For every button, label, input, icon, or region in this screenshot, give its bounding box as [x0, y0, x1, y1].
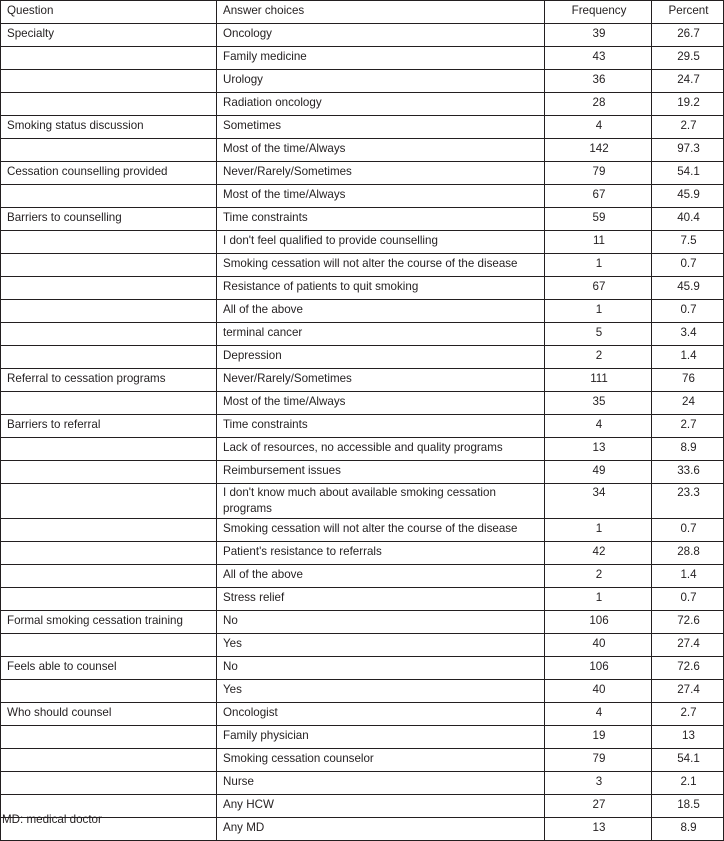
question-cell: [1, 680, 217, 703]
percent-cell: 45.9: [652, 277, 724, 300]
answer-cell: Resistance of patients to quit smoking: [217, 277, 545, 300]
answer-cell: Stress relief: [217, 588, 545, 611]
table-row: [1, 438, 724, 461]
percent-cell: 0.7: [652, 519, 724, 542]
question-cell: [1, 542, 217, 565]
table-row: [1, 231, 724, 254]
frequency-cell: 19: [545, 726, 652, 749]
frequency-cell: 59: [545, 208, 652, 231]
frequency-cell: 5: [545, 323, 652, 346]
percent-cell: 27.4: [652, 634, 724, 657]
question-cell: [1, 749, 217, 772]
percent-cell: 76: [652, 369, 724, 392]
question-cell: [1, 726, 217, 749]
answer-cell: Smoking cessation will not alter the course of the disease: [217, 254, 545, 277]
frequency-cell: 4: [545, 415, 652, 438]
answer-cell: Sometimes: [217, 116, 545, 139]
question-cell: [1, 93, 217, 116]
answer-cell: Yes: [217, 634, 545, 657]
percent-cell: 54.1: [652, 749, 724, 772]
percent-cell: 8.9: [652, 438, 724, 461]
question-cell: [1, 139, 217, 162]
percent-cell: 2.1: [652, 772, 724, 795]
frequency-cell: 13: [545, 818, 652, 841]
frequency-cell: 4: [545, 116, 652, 139]
answer-cell: Most of the time/Always: [217, 185, 545, 208]
answer-cell: Most of the time/Always: [217, 392, 545, 415]
percent-cell: 18.5: [652, 795, 724, 818]
answer-cell: Oncology: [217, 24, 545, 47]
answer-cell: Reimbursement issues: [217, 461, 545, 484]
percent-cell: 40.4: [652, 208, 724, 231]
percent-cell: 1.4: [652, 565, 724, 588]
percent-cell: 45.9: [652, 185, 724, 208]
answer-cell: All of the above: [217, 565, 545, 588]
question-cell: [1, 461, 217, 484]
table-row: [1, 369, 724, 392]
header-frequency: Frequency: [545, 1, 652, 24]
question-cell: [1, 588, 217, 611]
frequency-cell: 1: [545, 300, 652, 323]
table-row: [1, 24, 724, 47]
answer-cell: Never/Rarely/Sometimes: [217, 369, 545, 392]
frequency-cell: 35: [545, 392, 652, 415]
percent-cell: 54.1: [652, 162, 724, 185]
table-header-row: [1, 1, 724, 24]
frequency-cell: 13: [545, 438, 652, 461]
percent-cell: 26.7: [652, 24, 724, 47]
question-cell: [1, 254, 217, 277]
answer-cell: All of the above: [217, 300, 545, 323]
frequency-cell: 42: [545, 542, 652, 565]
frequency-cell: 2: [545, 346, 652, 369]
answer-cell: Lack of resources, no accessible and quality programs: [217, 438, 545, 461]
answer-cell: Time constraints: [217, 415, 545, 438]
frequency-cell: 1: [545, 588, 652, 611]
answer-cell: Any MD: [217, 818, 545, 841]
frequency-cell: 39: [545, 24, 652, 47]
frequency-cell: 142: [545, 139, 652, 162]
percent-cell: 33.6: [652, 461, 724, 484]
frequency-cell: 106: [545, 657, 652, 680]
answer-cell: Smoking cessation counselor: [217, 749, 545, 772]
table-row: [1, 139, 724, 162]
question-cell: [1, 323, 217, 346]
percent-cell: 72.6: [652, 657, 724, 680]
table-row: [1, 93, 724, 116]
table-body: [1, 24, 724, 841]
frequency-cell: 111: [545, 369, 652, 392]
question-cell: Cessation counselling provided: [1, 162, 217, 185]
frequency-cell: 4: [545, 703, 652, 726]
answer-cell: Any HCW: [217, 795, 545, 818]
frequency-cell: 11: [545, 231, 652, 254]
question-cell: [1, 231, 217, 254]
header-answer-choices: Answer choices: [217, 1, 545, 24]
table-row: [1, 680, 724, 703]
table-row: [1, 818, 724, 841]
frequency-cell: 36: [545, 70, 652, 93]
frequency-cell: 67: [545, 185, 652, 208]
answer-cell: Smoking cessation will not alter the course of the disease: [217, 519, 545, 542]
answer-cell: Urology: [217, 70, 545, 93]
question-cell: [1, 565, 217, 588]
percent-cell: 3.4: [652, 323, 724, 346]
percent-cell: 7.5: [652, 231, 724, 254]
table-row: [1, 392, 724, 415]
table-row: [1, 565, 724, 588]
table-row: [1, 277, 724, 300]
answer-cell: Patient's resistance to referrals: [217, 542, 545, 565]
frequency-cell: 2: [545, 565, 652, 588]
table-row: [1, 346, 724, 369]
question-cell: [1, 484, 217, 519]
frequency-cell: 34: [545, 484, 652, 519]
question-cell: Feels able to counsel: [1, 657, 217, 680]
question-cell: Who should counsel: [1, 703, 217, 726]
table-row: [1, 323, 724, 346]
question-cell: Referral to cessation programs: [1, 369, 217, 392]
table-row: [1, 726, 724, 749]
table-row: [1, 461, 724, 484]
answer-cell: Family physician: [217, 726, 545, 749]
percent-cell: 2.7: [652, 415, 724, 438]
table-row: [1, 116, 724, 139]
answer-cell: Yes: [217, 680, 545, 703]
frequency-cell: 49: [545, 461, 652, 484]
answer-cell: terminal cancer: [217, 323, 545, 346]
frequency-cell: 1: [545, 519, 652, 542]
question-cell: [1, 634, 217, 657]
question-cell: [1, 70, 217, 93]
question-cell: Barriers to counselling: [1, 208, 217, 231]
table-row: [1, 519, 724, 542]
table-row: [1, 484, 724, 519]
percent-cell: 2.7: [652, 116, 724, 139]
frequency-cell: 27: [545, 795, 652, 818]
frequency-cell: 1: [545, 254, 652, 277]
table-row: [1, 772, 724, 795]
question-cell: [1, 185, 217, 208]
table-row: [1, 162, 724, 185]
answer-cell: Family medicine: [217, 47, 545, 70]
answer-cell: Nurse: [217, 772, 545, 795]
header-question: Question: [1, 1, 217, 24]
table-row: [1, 657, 724, 680]
answer-cell: I don't feel qualified to provide counselling: [217, 231, 545, 254]
question-cell: [1, 346, 217, 369]
question-cell: [1, 519, 217, 542]
percent-cell: 13: [652, 726, 724, 749]
frequency-cell: 3: [545, 772, 652, 795]
question-cell: Smoking status discussion: [1, 116, 217, 139]
percent-cell: 8.9: [652, 818, 724, 841]
question-cell: [1, 392, 217, 415]
question-cell: [1, 47, 217, 70]
frequency-cell: 43: [545, 47, 652, 70]
percent-cell: 97.3: [652, 139, 724, 162]
frequency-cell: 28: [545, 93, 652, 116]
table-row: [1, 47, 724, 70]
table-row: [1, 611, 724, 634]
answer-cell: Radiation oncology: [217, 93, 545, 116]
percent-cell: 24.7: [652, 70, 724, 93]
header-percent: Percent: [652, 1, 724, 24]
percent-cell: 28.8: [652, 542, 724, 565]
percent-cell: 29.5: [652, 47, 724, 70]
answer-cell: No: [217, 657, 545, 680]
question-cell: [1, 300, 217, 323]
table-row: [1, 415, 724, 438]
table-row: [1, 749, 724, 772]
percent-cell: 27.4: [652, 680, 724, 703]
answer-cell: Time constraints: [217, 208, 545, 231]
question-cell: [1, 772, 217, 795]
table-row: [1, 795, 724, 818]
answer-cell: I don't know much about available smoking cessation programs: [217, 484, 545, 519]
table-row: [1, 588, 724, 611]
answer-cell: Most of the time/Always: [217, 139, 545, 162]
table-row: [1, 70, 724, 93]
table-row: [1, 703, 724, 726]
percent-cell: 23.3: [652, 484, 724, 519]
table-row: [1, 300, 724, 323]
answer-cell: Never/Rarely/Sometimes: [217, 162, 545, 185]
percent-cell: 2.7: [652, 703, 724, 726]
frequency-cell: 79: [545, 162, 652, 185]
question-cell: Barriers to referral: [1, 415, 217, 438]
percent-cell: 24: [652, 392, 724, 415]
question-cell: [1, 277, 217, 300]
table-row: [1, 254, 724, 277]
percent-cell: 0.7: [652, 588, 724, 611]
percent-cell: 1.4: [652, 346, 724, 369]
answer-cell: No: [217, 611, 545, 634]
table-footnote: MD: medical doctor: [2, 813, 102, 826]
table-row: [1, 634, 724, 657]
percent-cell: 0.7: [652, 254, 724, 277]
percent-cell: 72.6: [652, 611, 724, 634]
percent-cell: 0.7: [652, 300, 724, 323]
percent-cell: 19.2: [652, 93, 724, 116]
table-row: [1, 542, 724, 565]
table-row: [1, 185, 724, 208]
answer-cell: Depression: [217, 346, 545, 369]
table-row: [1, 208, 724, 231]
frequency-cell: 67: [545, 277, 652, 300]
frequency-cell: 40: [545, 680, 652, 703]
question-cell: [1, 438, 217, 461]
question-cell: Formal smoking cessation training: [1, 611, 217, 634]
frequency-cell: 40: [545, 634, 652, 657]
frequency-cell: 79: [545, 749, 652, 772]
answer-cell: Oncologist: [217, 703, 545, 726]
frequency-cell: 106: [545, 611, 652, 634]
question-cell: Specialty: [1, 24, 217, 47]
